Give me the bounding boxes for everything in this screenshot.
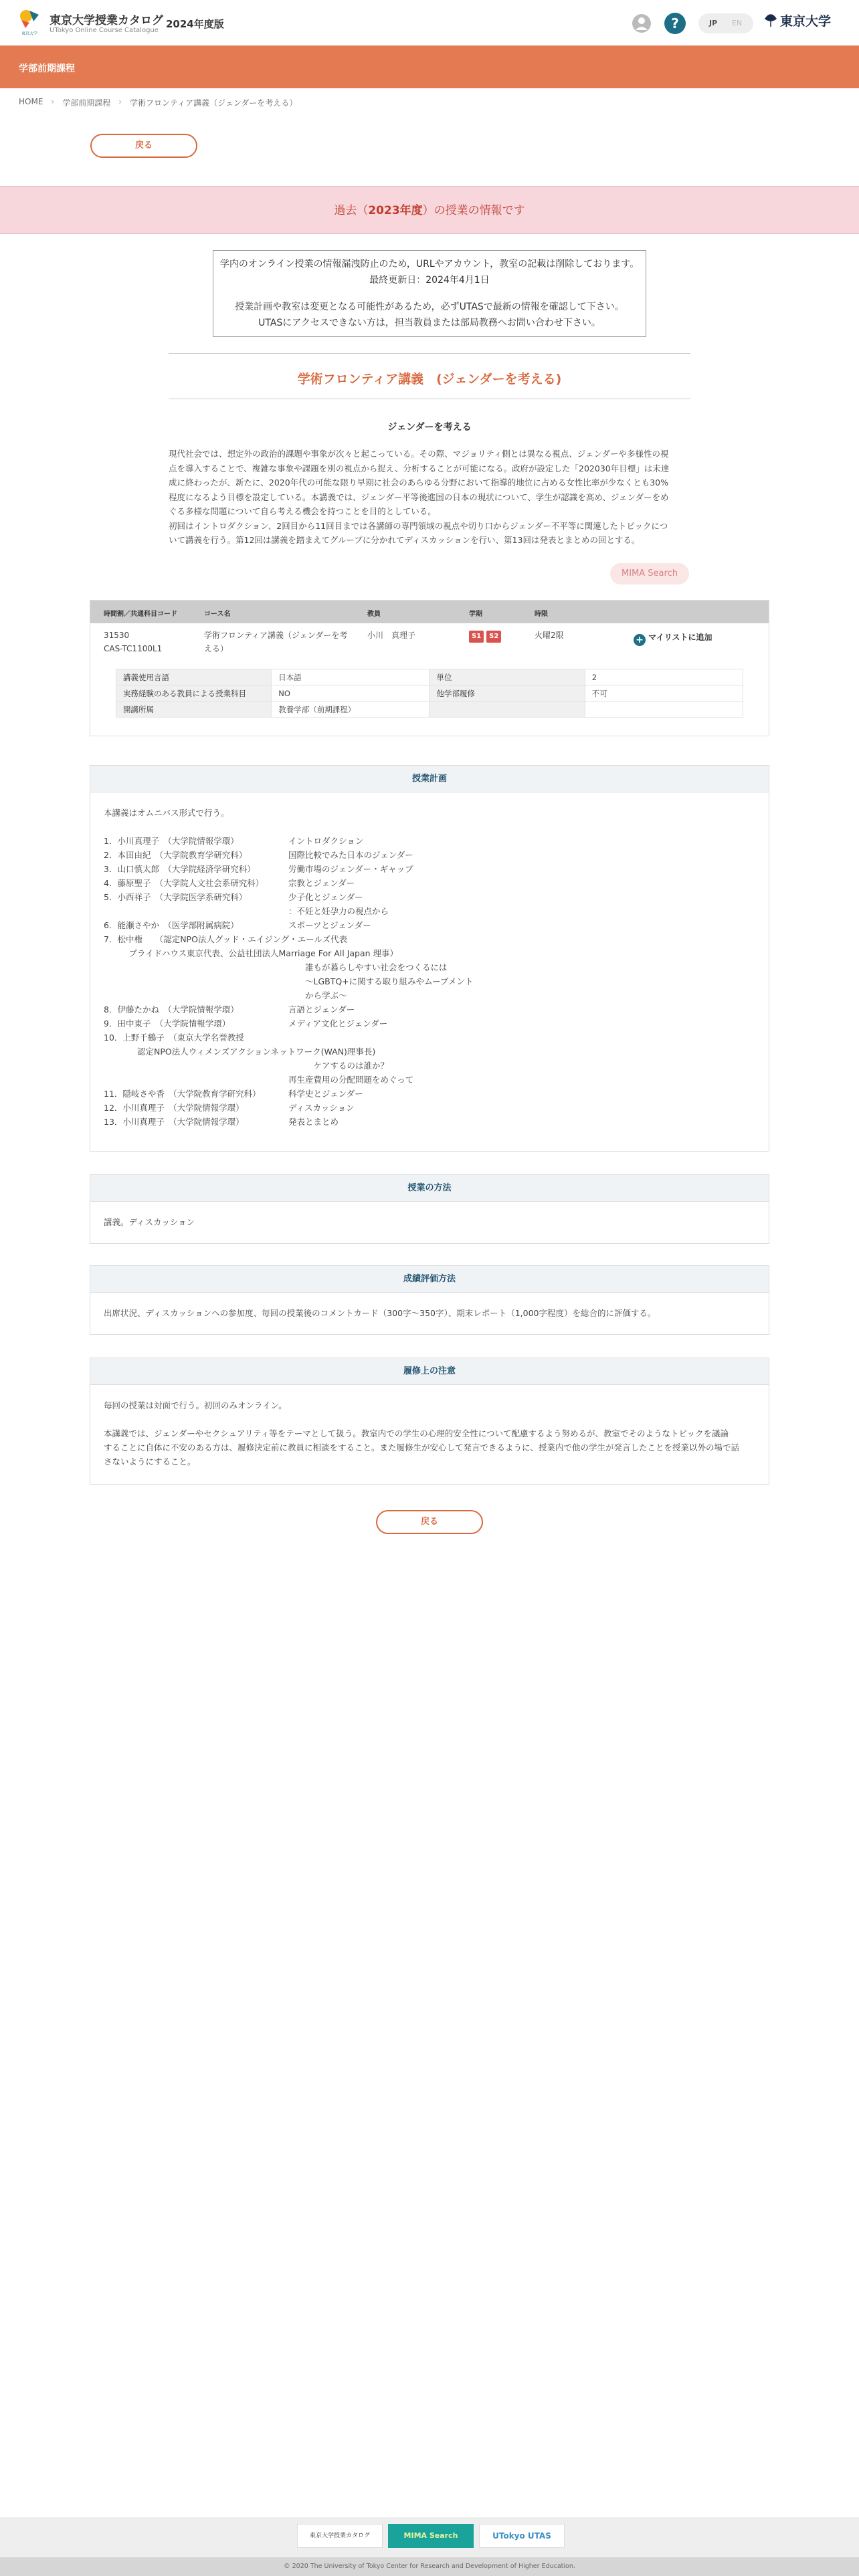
banner-year: 2023年度 (368, 204, 423, 217)
term-badge: S2 (486, 631, 501, 643)
footer-logos (0, 2517, 859, 2557)
plan-item-topic: 言語とジェンダー (288, 1004, 355, 1014)
plan-item-lecturer: 認定NPO法人ウィメンズアクションネットワーク(WAN)理事長) (104, 1047, 376, 1057)
notes-line: 本講義では、ジェンダーやセクシュアリティ等をテーマとして扱う。教室内での学生の心理的安全性について配慮するよう努めるが、教室でそのようなトピックを議論 (104, 1428, 729, 1438)
section-band (0, 45, 859, 88)
catalogue-year: 2024年度版 (166, 18, 224, 30)
plan-item (104, 960, 755, 974)
copyright: © 2020 The University of Tokyo Center for Research and Development of Higher Education. (0, 2557, 859, 2576)
plan-heading: 授業計画 (90, 766, 769, 792)
utokyo-logo-text: 東京大学 (780, 14, 832, 29)
plan-item-topic: 少子化とジェンダー (288, 892, 363, 902)
description-line: 成に終わったが、新たに、2020年代の可能な限り早期に社会のあらゆる分野において指導的地位に占める女性比率が少なくとも30% (169, 477, 668, 488)
course-name-line: 学術フロンティア講義（ジェンダーを考 (204, 631, 348, 640)
lang-en-option[interactable]: EN (732, 19, 743, 27)
footer-catalogue-logo[interactable]: 東京大学授業カタログ (297, 2524, 383, 2548)
breadcrumb-current: 学術フロンティア講義（ジェンダーを考える） (130, 98, 298, 108)
plan-item-topic: 宗教とジェンダー (288, 878, 355, 888)
instructor: 小川 真理子 (367, 631, 416, 640)
plan-item (104, 1101, 755, 1115)
footer-utas-logo[interactable]: UTokyo UTAS (479, 2524, 565, 2548)
plan-intro: 本講義はオムニバス形式で行う。 (104, 808, 229, 818)
plan-item-lecturer: 12．小川真理子 （大学院情報学環） (104, 1103, 244, 1113)
course-name-line: える） (204, 644, 229, 653)
attr-value: 2 (585, 669, 743, 685)
term-badges (469, 629, 504, 643)
attr-empty (585, 702, 743, 718)
back-button-top[interactable]: 戻る (90, 134, 197, 158)
plan-item-lecturer: 2．本田由紀 （大学院教育学研究科） (104, 850, 248, 860)
plus-icon: + (634, 634, 646, 646)
notice-updated: 最終更新日：2024年4月1日 (369, 275, 490, 286)
attr-empty (430, 702, 585, 718)
course-subtitle: ジェンダーを考える (387, 422, 472, 433)
period: 火曜2限 (535, 631, 564, 640)
plan-list (104, 834, 755, 1129)
plan-item-lecturer: 10．上野千鶴子 （東京大学名誉教授 (104, 1033, 244, 1043)
notes-line: することに自体に不安のある方は、履修決定前に教員に相談をすること。また履修生が安心して発言できるように、授業内で他の学生が発言したことを授業以外の場で話 (104, 1442, 740, 1453)
plan-item-topic: スポーツとジェンダー (288, 920, 371, 930)
plan-item-lecturer: 5．小西祥子 （大学院医学系研究科） (104, 892, 248, 902)
mima-search-button[interactable]: MIMA Search (610, 563, 689, 584)
course-row (90, 623, 769, 663)
plan-item (104, 848, 755, 862)
plan-item-lecturer: 1．小川真理子 （大学院情報学環） (104, 836, 239, 846)
plan-item-lecturer: 7．松中権 （認定NPO法人グッド・エイジング・エールズ代表 (104, 934, 348, 944)
past-year-banner (0, 186, 859, 234)
attr-value: NO (272, 685, 430, 702)
notice-line: 授業計画や教室は変更となる可能性があるため，必ずUTASで最新の情報を確認して下さい。 (235, 302, 624, 312)
description-line: 点を導入することで、複雑な事象や課題を別の視点から捉え、分析することが可能になる。政府が設定した「202030年目標」は未達 (169, 463, 670, 473)
attr-label: 他学部履修 (430, 685, 585, 702)
plan-item-lecturer: 11．隠岐さや香 （大学院教育学研究科） (104, 1089, 261, 1099)
notice-line: UTASにアクセスできない方は，担当教員または部局教務へお問い合わせ下さい。 (258, 318, 601, 328)
common-code: CAS-TC1100L1 (104, 644, 163, 653)
plan-item-topic: から学ぶ〜 (288, 990, 347, 1000)
course-code (104, 629, 162, 655)
evaluation-panel (90, 1265, 769, 1335)
plan-item-lecturer: 13．小川真理子 （大学院情報学環） (104, 1117, 244, 1127)
breadcrumb-separator: › (51, 97, 55, 106)
attr-label: 単位 (430, 669, 585, 685)
breadcrumb (19, 97, 297, 108)
plan-item-lecturer: 8．伊藤たかね （大学院情報学環） (104, 1004, 239, 1014)
plan-item-lecturer: 9．田中東子 （大学院情報学環） (104, 1018, 231, 1029)
plan-item (104, 918, 755, 932)
evaluation-body: 出席状況、ディスカッションへの参加度、毎回の授業後のコメントカード（300字〜350字）、期末レポート（1,000字程度）を総合的に評価する。 (104, 1308, 656, 1318)
attr-label: 講義使用言語 (116, 669, 272, 685)
attr-label: 開講所属 (116, 702, 272, 718)
header-course: コース名 (204, 611, 231, 618)
language-toggle[interactable] (698, 13, 753, 33)
plan-item (104, 988, 755, 1002)
add-to-mylist-button[interactable] (634, 631, 712, 646)
attr-label: 実務経験のある教員による授業科目 (116, 685, 272, 702)
breadcrumb-separator: › (118, 97, 122, 106)
description-line: ぐる多様な問題について自ら考える機会を持つことを目的としている。 (169, 506, 436, 516)
top-header (0, 0, 859, 45)
header-instructor: 教員 (367, 611, 381, 618)
plan-item (104, 974, 755, 988)
course-title: 学術フロンティア講義 (ジェンダーを考える) (297, 372, 562, 387)
plan-item (104, 1115, 755, 1129)
plan-item-lecturer: 6．能瀬さやか （医学部附属病院） (104, 920, 239, 930)
plan-item (104, 1002, 755, 1016)
description-line: いて講義を行う。第12回は講義を踏まえてグループに分かれてディスカッションを行い、第13回は発表とまとめの回とする。 (169, 535, 640, 545)
header-period: 時限 (535, 611, 548, 618)
banner-prefix: 過去（ (334, 204, 369, 217)
ginkgo-leaf-icon (764, 13, 777, 28)
plan-item-topic: 国際比較でみた日本のジェンダー (288, 850, 413, 860)
add-to-mylist-label: マイリストに追加 (648, 633, 712, 642)
plan-item (104, 890, 755, 904)
notes-body (90, 1385, 769, 1482)
plan-item-topic: 再生産費用の分配問題をめぐって (288, 1075, 414, 1085)
plan-item-lecturer: 4．藤原聖子 （大学院人文社会系研究科） (104, 878, 264, 888)
plan-item (104, 834, 755, 848)
plan-item-topic: メディア文化とジェンダー (288, 1018, 388, 1029)
plan-item-topic: 科学史とジェンダー (288, 1089, 363, 1099)
attr-value: 不可 (585, 685, 743, 702)
evaluation-heading: 成績評価方法 (90, 1266, 769, 1293)
course-info-card (90, 600, 769, 736)
breadcrumb-undergrad[interactable]: 学部前期課程 (62, 98, 111, 108)
plan-item-lecturer: 3．山口慎太郎 （大学院経済学研究科） (104, 864, 256, 874)
plan-panel (90, 765, 769, 1152)
plan-item-topic: 発表とまとめ (288, 1117, 339, 1127)
user-account-icon[interactable] (632, 13, 652, 33)
help-icon[interactable]: ? (664, 13, 686, 34)
site-subtitle: UTokyo Online Course Catalogue (50, 27, 159, 34)
notes-line: 毎回の授業は対面で行う。初回のみオンライン。 (104, 1400, 287, 1410)
footer-mima-logo[interactable]: MIMA Search (388, 2524, 474, 2548)
divider (169, 353, 690, 354)
plan-body (90, 792, 769, 1142)
description-line: 現代社会では、想定外の政治的課題や事象が次々と起こっている。その際、マジョリティ側とは異なる視点、ジェンダーや多様性の視 (169, 449, 669, 459)
lang-jp-option[interactable]: JP (709, 19, 718, 27)
course-attributes-table (116, 669, 743, 718)
course-table-header (90, 601, 769, 623)
plan-item (104, 862, 755, 876)
plan-item-topic: イントロダクション (288, 836, 364, 846)
breadcrumb-home[interactable]: HOME (19, 97, 43, 106)
plan-item (104, 1045, 755, 1059)
plan-item (104, 946, 755, 960)
site-title[interactable]: 東京大学授業カタログ (50, 14, 163, 27)
header-code: 時間割／共通科目コード (104, 611, 177, 618)
plan-item-lecturer: プライドハウス東京代表、公益社団法人Marriage For All Japan 理事） (104, 948, 399, 958)
plan-item (104, 1087, 755, 1101)
plan-item (104, 1031, 755, 1045)
notes-panel (90, 1358, 769, 1485)
plan-item-topic: ケアするのは誰か？ (288, 1061, 389, 1071)
plan-item (104, 932, 755, 946)
catalogue-logo-icon[interactable] (17, 8, 41, 37)
plan-item (104, 904, 755, 918)
header-term: 学期 (469, 611, 482, 618)
notice-line: 学内のオンライン授業の情報漏洩防止のため，URLやアカウント，教室の記載は削除しております。 (219, 259, 640, 270)
method-heading: 授業の方法 (90, 1175, 769, 1202)
term-badge: S1 (469, 631, 484, 643)
description-line: 初回はイントロダクション、2回目から11回目までは各講師の専門領域の視点や切り口からジェンダー不平等に関連したトピックにつ (169, 520, 668, 531)
plan-item-topic: 労働市場のジェンダー・ギャップ (288, 864, 413, 874)
course-name (204, 629, 347, 655)
method-body: 講義。ディスカッション (104, 1217, 195, 1227)
plan-item (104, 1059, 755, 1073)
back-button-bottom[interactable]: 戻る (376, 1510, 483, 1534)
plan-item-topic: 〜LGBTQ+に関する取り組みやムーブメント (288, 976, 474, 986)
notice-box (213, 250, 646, 337)
notes-line: さないようにすること。 (104, 1457, 196, 1467)
banner-suffix: ）の授業の情報です (422, 204, 525, 217)
attr-value: 日本語 (272, 669, 430, 685)
notes-heading: 履修上の注意 (90, 1358, 769, 1385)
plan-item-topic: ：不妊と妊孕力の視点から (288, 906, 389, 916)
band-title: 学部前期課程 (19, 64, 75, 74)
plan-item-topic: ディスカッション (288, 1103, 355, 1113)
plan-item (104, 1073, 755, 1087)
svg-text:東京大学: 東京大学 (21, 31, 38, 36)
method-panel (90, 1174, 769, 1244)
plan-item (104, 876, 755, 890)
plan-item (104, 1016, 755, 1031)
utokyo-logo[interactable] (764, 11, 831, 29)
description-line: 程度になるよう目標を設定している。本講義では、ジェンダー平等後進国の日本の現状について、学生が認識を高め、ジェンダーをめ (169, 492, 669, 502)
course-description (169, 447, 690, 548)
plan-item-topic: 誰もが暮らしやすい社会をつくるには (288, 962, 448, 972)
timetable-code: 31530 (104, 631, 130, 640)
attr-value: 教養学部（前期課程） (272, 702, 430, 718)
